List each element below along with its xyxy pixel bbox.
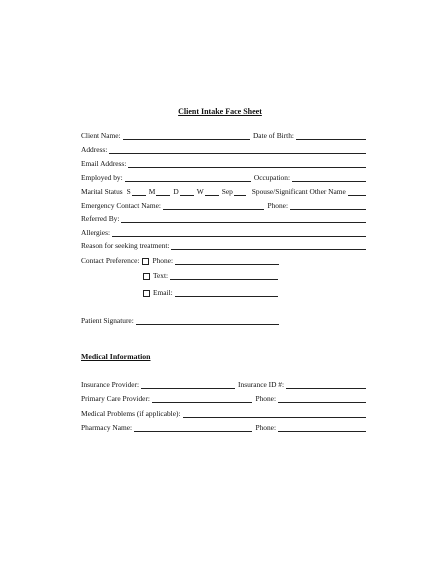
row-patient-signature (81, 316, 279, 326)
allergies-label: Allergies: (81, 228, 111, 237)
employed-by-field[interactable] (125, 174, 251, 182)
emergency-contact-label: Emergency Contact Name: (81, 201, 161, 210)
referred-by-label: Referred By: (81, 214, 120, 223)
client-name-field[interactable] (123, 132, 250, 140)
medical-problems-label: Medical Problems (if applicable): (81, 409, 181, 418)
marital-sep-field[interactable] (234, 188, 246, 196)
insurance-provider-label: Insurance Provider: (81, 380, 140, 389)
email-checkbox[interactable] (143, 290, 150, 297)
address-field[interactable] (109, 146, 366, 154)
row-pharmacy (81, 423, 366, 433)
medical-information-heading: Medical Information (81, 352, 151, 361)
primary-phone-label: Phone: (255, 394, 276, 403)
patient-signature-field[interactable] (136, 317, 279, 325)
row-reason (81, 241, 366, 251)
address-label: Address: (81, 145, 108, 154)
contact-preference-label: Contact Preference: (81, 256, 140, 265)
row-insurance (81, 380, 366, 390)
marital-w-label: W (196, 187, 204, 196)
pref-phone-field[interactable] (175, 257, 279, 265)
pharmacy-phone-label: Phone: (255, 423, 276, 432)
emergency-contact-field[interactable] (163, 202, 265, 210)
reason-label: Reason for seeking treatment: (81, 241, 170, 250)
form-title: Client Intake Face Sheet (178, 107, 262, 116)
row-primary-care (81, 394, 366, 404)
row-contact-preference (81, 256, 279, 266)
row-email (81, 159, 366, 169)
marital-status-label: Marital Status (81, 187, 123, 196)
row-allergies (81, 228, 366, 238)
spouse-name-label: Spouse/Significant Other Name (251, 187, 346, 196)
email-address-field[interactable] (128, 160, 366, 168)
date-of-birth-field[interactable] (296, 132, 366, 140)
employed-by-label: Employed by: (81, 173, 123, 182)
insurance-id-label: Insurance ID #: (238, 380, 284, 389)
occupation-label: Occupation: (253, 173, 290, 182)
marital-w-field[interactable] (205, 188, 219, 196)
client-name-label: Client Name: (81, 131, 121, 140)
patient-signature-label: Patient Signature: (81, 316, 134, 325)
referred-by-field[interactable] (121, 215, 366, 223)
primary-care-field[interactable] (152, 395, 253, 403)
insurance-id-field[interactable] (286, 381, 366, 389)
marital-s-field[interactable] (132, 188, 146, 196)
emergency-phone-field[interactable] (290, 202, 366, 210)
pref-email-field[interactable] (175, 289, 278, 297)
email-address-label: Email Address: (81, 159, 127, 168)
marital-d-field[interactable] (180, 188, 194, 196)
marital-m-field[interactable] (156, 188, 170, 196)
row-emergency-contact (81, 201, 366, 211)
row-marital-status (81, 187, 366, 197)
pharmacy-phone-field[interactable] (278, 424, 366, 432)
row-referred-by (81, 214, 366, 224)
allergies-field[interactable] (112, 229, 366, 237)
insurance-provider-field[interactable] (141, 381, 235, 389)
pref-phone-label: Phone: (152, 256, 174, 265)
row-medical-problems (81, 409, 366, 419)
medical-problems-field[interactable] (183, 410, 366, 418)
reason-field[interactable] (171, 242, 366, 250)
text-checkbox[interactable] (143, 273, 150, 280)
marital-sep-label: Sep (221, 187, 233, 196)
primary-phone-field[interactable] (278, 395, 366, 403)
row-client-name (81, 131, 366, 141)
pref-text-field[interactable] (170, 272, 278, 280)
marital-d-label: D (173, 187, 179, 196)
row-address (81, 145, 366, 155)
spouse-name-field[interactable] (348, 188, 366, 196)
marital-m-label: M (148, 187, 156, 196)
pharmacy-name-label: Pharmacy Name: (81, 423, 133, 432)
pref-email-label: Email: (153, 288, 173, 297)
pref-text-label: Text: (153, 271, 169, 280)
row-pref-text (143, 271, 278, 281)
row-employment (81, 173, 366, 183)
row-pref-email (143, 288, 278, 298)
primary-care-label: Primary Care Provider: (81, 394, 150, 403)
marital-s-label: S (126, 187, 131, 196)
phone-checkbox[interactable] (142, 258, 149, 265)
emergency-phone-label: Phone: (267, 201, 288, 210)
date-of-birth-label: Date of Birth: (252, 131, 294, 140)
occupation-field[interactable] (292, 174, 366, 182)
pharmacy-name-field[interactable] (134, 424, 252, 432)
